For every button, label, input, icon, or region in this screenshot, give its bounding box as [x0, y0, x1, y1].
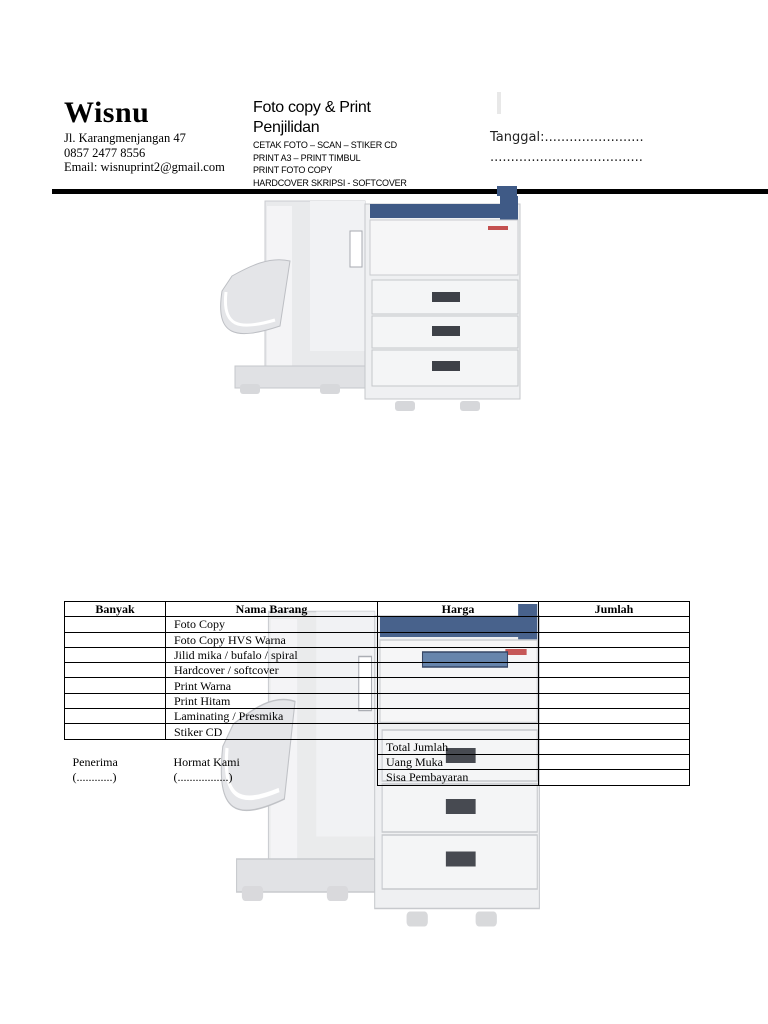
date-block [490, 128, 644, 168]
cell-total[interactable] [539, 617, 690, 632]
downpayment-value[interactable] [539, 754, 690, 769]
table-row [65, 663, 690, 678]
col-header: Harga [378, 602, 539, 617]
cell-price[interactable] [378, 647, 539, 662]
cell-item: Foto Copy HVS Warna [166, 632, 378, 647]
receiver-signature: (............) [72, 770, 117, 785]
table-row [65, 678, 690, 693]
cell-qty[interactable] [65, 663, 166, 678]
cell-qty[interactable] [65, 678, 166, 693]
cell-item: Stiker CD [166, 724, 378, 739]
cell-price[interactable] [378, 693, 539, 708]
cell-price[interactable] [378, 678, 539, 693]
cell-price[interactable] [378, 709, 539, 724]
col-header: Nama Barang [166, 602, 378, 617]
total-label: Total Jumlah [378, 739, 539, 754]
receiver-label: Penerima [72, 755, 118, 770]
balance-value[interactable] [539, 770, 690, 785]
table-row [65, 693, 690, 708]
spacer [166, 739, 378, 754]
service-title-1: Foto copy & Print [253, 99, 371, 116]
cell-qty[interactable] [65, 693, 166, 708]
sender-label: Hormat Kami [173, 755, 240, 770]
cell-total[interactable] [539, 693, 690, 708]
brand-name: Wisnu [64, 96, 150, 129]
cell-total[interactable] [539, 678, 690, 693]
balance-row [65, 770, 690, 785]
service-line: PRINT A3 – PRINT TIMBUL [253, 152, 361, 163]
cell-price[interactable] [378, 663, 539, 678]
header-rule [52, 189, 768, 194]
email: Email: wisnuprint2@gmail.com [64, 160, 225, 174]
cell-item: Print Hitam [166, 693, 378, 708]
decor-mark [497, 92, 501, 114]
service-title-2: Penjilidan [253, 119, 320, 136]
service-line: HARDCOVER SKRIPSI - SOFTCOVER [253, 177, 407, 188]
downpayment-label: Uang Muka [378, 754, 539, 769]
cell-item: Laminating / Presmika [166, 709, 378, 724]
balance-label: Sisa Pembayaran [378, 770, 539, 785]
downpayment-row [65, 754, 690, 769]
invoice-table [64, 601, 690, 786]
table-row [65, 632, 690, 647]
date-label: Tanggal:........................ [490, 130, 644, 145]
cell-price[interactable] [378, 617, 539, 632]
total-value[interactable] [539, 739, 690, 754]
cell-qty[interactable] [65, 617, 166, 632]
col-header: Jumlah [539, 602, 690, 617]
col-header: Banyak [65, 602, 166, 617]
table-header-row [65, 602, 690, 617]
service-heading [253, 98, 371, 138]
contact-block [64, 131, 225, 175]
cell-total[interactable] [539, 724, 690, 739]
phone: 0857 2477 8556 [64, 145, 146, 160]
cell-total[interactable] [539, 709, 690, 724]
cell-total[interactable] [539, 663, 690, 678]
sender-signature: (.................) [173, 770, 233, 785]
address: Jl. Karangmenjangan 47 [64, 131, 186, 145]
cell-qty[interactable] [65, 709, 166, 724]
total-row [65, 739, 690, 754]
service-line: PRINT FOTO COPY [253, 165, 333, 175]
service-list [253, 139, 407, 189]
cell-total[interactable] [539, 632, 690, 647]
cell-item: Jilid mika / bufalo / spiral [166, 647, 378, 662]
cell-item: Print Warna [166, 678, 378, 693]
cell-price[interactable] [378, 724, 539, 739]
cell-price[interactable] [378, 632, 539, 647]
table-row [65, 617, 690, 632]
printer-image [210, 196, 530, 426]
rule-tab [497, 186, 517, 196]
cell-qty[interactable] [65, 632, 166, 647]
cell-total[interactable] [539, 647, 690, 662]
cell-qty[interactable] [65, 647, 166, 662]
cell-item: Foto Copy [166, 617, 378, 632]
table-row [65, 724, 690, 739]
table-row [65, 647, 690, 662]
service-line: CETAK FOTO – SCAN – STIKER CD [253, 140, 397, 150]
spacer [65, 739, 166, 754]
cell-qty[interactable] [65, 724, 166, 739]
table-row [65, 709, 690, 724]
date-line: ..................................... [490, 150, 643, 165]
cell-item: Hardcover / softcover [166, 663, 378, 678]
